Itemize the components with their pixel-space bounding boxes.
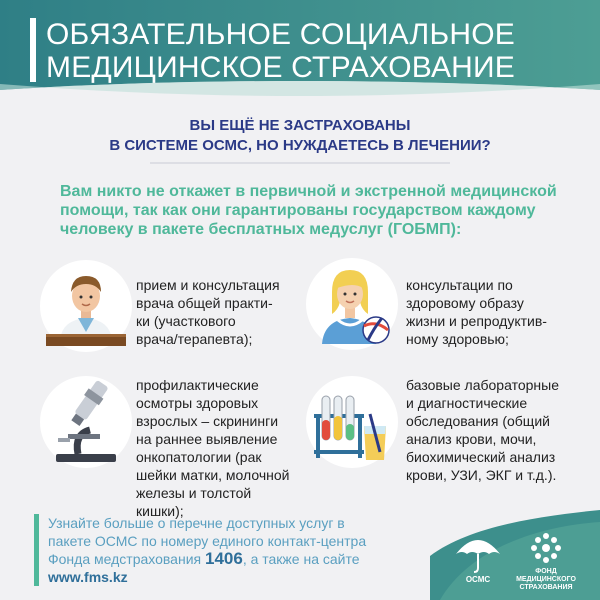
item-line: шейки матки, молочной xyxy=(136,467,290,483)
item-line: врача общей практи- xyxy=(136,295,273,311)
item-line: ному здоровью; xyxy=(406,331,509,347)
item-lifestyle-consultation xyxy=(406,276,547,348)
osms-label-text: ОСМС xyxy=(465,575,491,584)
question-divider xyxy=(150,160,450,166)
page-title xyxy=(46,18,515,84)
item-line: биохимический анализ xyxy=(406,449,556,465)
question-heading xyxy=(0,116,600,156)
footer-info xyxy=(48,514,366,586)
fund-label-line: СТРАХОВАНИЯ xyxy=(519,584,573,591)
item-line: железы и толстой xyxy=(136,485,252,501)
fund-logo-icon xyxy=(526,530,566,566)
lead-line-3: человеку в пакете бесплатных медуслуг (ГОБМП): xyxy=(60,221,462,238)
fund-logo-label xyxy=(514,568,578,592)
title-accent-bar xyxy=(30,18,36,82)
item-line: осмотры здоровых xyxy=(136,395,259,411)
osms-umbrella-logo-icon xyxy=(452,530,504,574)
lead-text xyxy=(60,182,560,239)
item-lab-diagnostics xyxy=(406,376,559,484)
question-line-1: ВЫ ЕЩЁ НЕ ЗАСТРАХОВАНЫ xyxy=(189,117,411,134)
title-line-2: МЕДИЦИНСКОЕ СТРАХОВАНИЕ xyxy=(46,51,515,84)
item-line: на раннее выявление xyxy=(136,431,278,447)
header-banner xyxy=(0,0,600,104)
item-line: крови, УЗИ, ЭКГ и т.д.). xyxy=(406,467,557,483)
item-line: кишки); xyxy=(136,503,184,519)
item-line: жизни и репродуктив- xyxy=(406,313,547,329)
item-line: и диагностические xyxy=(406,395,528,411)
lead-line-1: Вам никто не откажет в первичной и экстренной медицинской xyxy=(60,183,557,200)
footer-line-3-suffix: , а также на сайте xyxy=(242,551,360,567)
item-line: онкопатологии (рак xyxy=(136,449,262,465)
contact-center-number: 1406 xyxy=(204,549,243,568)
lead-line-2: помощи, так как они гарантированы государством каждому xyxy=(60,202,536,219)
item-gp-consultation xyxy=(136,276,280,348)
footer-line-3-prefix: Фонда медстрахования xyxy=(48,551,205,567)
microscope-icon xyxy=(38,374,134,470)
website-link[interactable]: www.fms.kz xyxy=(48,569,128,585)
item-line: обследования (общий xyxy=(406,413,550,429)
footer-line-3 xyxy=(48,550,366,568)
question-line-2: В СИСТЕМЕ ОСМС, НО НУЖДАЕТЕСЬ В ЛЕЧЕНИИ? xyxy=(109,137,491,154)
osms-logo-label xyxy=(456,576,500,584)
footer-line-2: пакете ОСМС по номеру единого контакт-центра xyxy=(48,533,367,549)
item-line: базовые лабораторные xyxy=(406,377,559,393)
footer-line-1: Узнайте больше о перечне доступных услуг в xyxy=(48,515,345,531)
fund-label-line: МЕДИЦИНСКОГО xyxy=(516,576,576,583)
title-line-1: ОБЯЗАТЕЛЬНОЕ СОЦИАЛЬНОЕ xyxy=(46,18,515,51)
lab-tubes-icon xyxy=(304,374,400,470)
item-line: прием и консультация xyxy=(136,277,280,293)
item-line: взрослых – скрининги xyxy=(136,413,279,429)
item-line: врача/терапевта); xyxy=(136,331,253,347)
item-line: здоровому образу xyxy=(406,295,524,311)
item-line: анализ крови, мочи, xyxy=(406,431,537,447)
item-line: ки (участкового xyxy=(136,313,236,329)
item-line: консультации по xyxy=(406,277,513,293)
fund-label-line: ФОНД xyxy=(535,568,557,575)
footer-accent-bar xyxy=(34,514,39,586)
healthy-lifestyle-icon xyxy=(304,256,400,352)
doctor-icon xyxy=(38,258,134,354)
item-line: профилактические xyxy=(136,377,259,393)
